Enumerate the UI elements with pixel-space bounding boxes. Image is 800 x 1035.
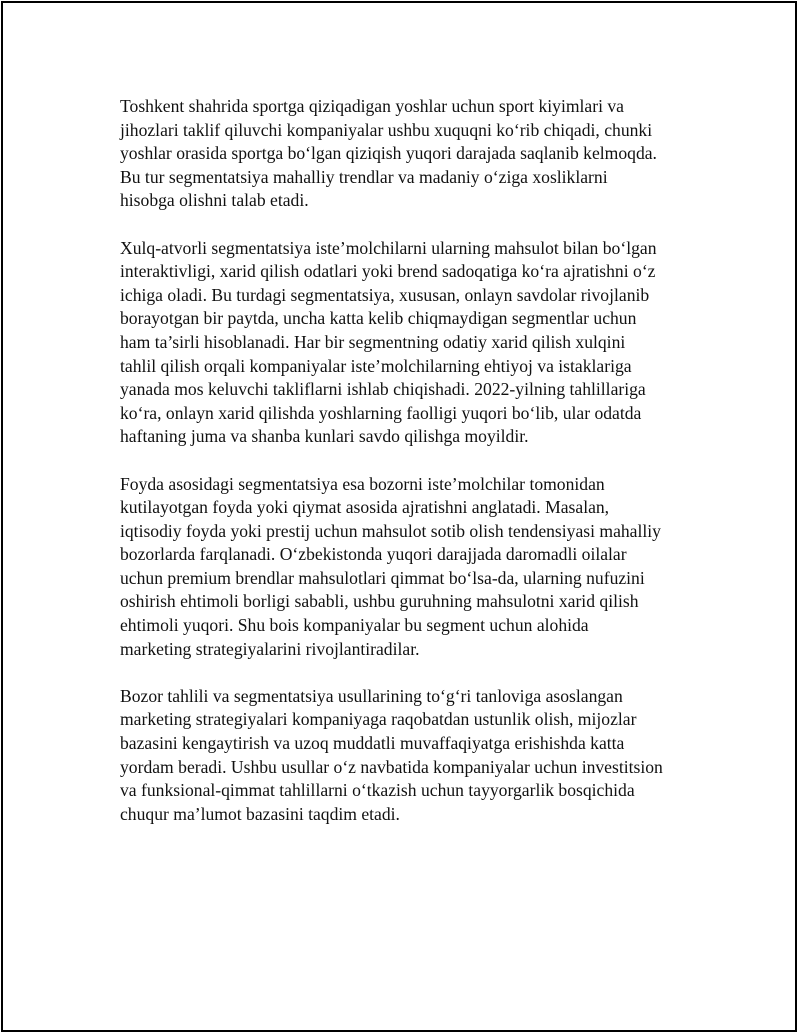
text-line: haftaning juma va shanba kunlari savdo qilishga moyildir.	[120, 426, 529, 447]
paragraph-2	[120, 237, 695, 449]
text-line: Bozor tahlili va segmentatsiya usullarining to‘g‘ri tanloviga asoslangan	[120, 685, 623, 706]
text-line: Xulq-atvorli segmentatsiya iste’molchilarni ularning mahsulot bilan bo‘lgan	[120, 237, 657, 258]
text-line: kutilayotgan foyda yoki qiymat asosida ajratishni anglatadi. Masalan,	[120, 497, 610, 518]
text-line: ham ta’sirli hisoblanadi. Har bir segmentning odatiy xarid qilish xulqini	[120, 331, 626, 352]
text-line: yoshlar orasida sportga bo‘lgan qiziqish yuqori darajada saqlanib kelmoqda.	[120, 143, 657, 164]
text-line: marketing strategiyalari kompaniyaga raqobatdan ustunlik olish, mijozlar	[120, 709, 637, 730]
text-line: jihozlari taklif qiluvchi kompaniyalar ushbu xuquqni ko‘rib chiqadi, chunki	[120, 119, 653, 140]
paragraph-3	[120, 473, 695, 662]
document-page	[1, 1, 797, 1032]
text-line: chuqur ma’lumot bazasini taqdim etadi.	[120, 803, 400, 824]
text-line: Foyda asosidagi segmentatsiya esa bozorni iste’molchilar tomonidan	[120, 473, 605, 494]
text-line: borayotgan bir paytda, uncha katta kelib chiqmaydigan segmentlar uchun	[120, 308, 637, 329]
text-line: bozorlarda farqlanadi. O‘zbekistonda yuqori darajjada daromadli oilalar	[120, 544, 627, 565]
text-line: uchun premium brendlar mahsulotlari qimmat bo‘lsa-da, ularning nufuzini	[120, 567, 645, 588]
document-body	[120, 95, 695, 850]
text-line: marketing strategiyalarini rivojlantiradilar.	[120, 638, 420, 659]
text-line: hisobga olishni talab etadi.	[120, 190, 309, 211]
text-line: ko‘ra, onlayn xarid qilishda yoshlarning faolligi yuqori bo‘lib, ular odatda	[120, 402, 642, 423]
text-line: Bu tur segmentatsiya mahalliy trendlar va madaniy o‘ziga xosliklarni	[120, 166, 608, 187]
text-line: oshirish ehtimoli borligi sababli, ushbu guruhning mahsulotni xarid qilish	[120, 591, 639, 612]
paragraph-1	[120, 95, 695, 213]
text-line: yordam beradi. Ushbu usullar o‘z navbatida kompaniyalar uchun investitsion	[120, 756, 663, 777]
text-line: Toshkent shahrida sportga qiziqadigan yoshlar uchun sport kiyimlari va	[120, 96, 624, 116]
text-line: va funksional-qimmat tahlillarni o‘tkazish uchun tayyorgarlik bosqichida	[120, 780, 635, 801]
paragraph-4	[120, 685, 695, 827]
text-line: ehtimoli yuqori. Shu bois kompaniyalar bu segment uchun alohida	[120, 615, 589, 636]
text-line: interaktivligi, xarid qilish odatlari yoki brend sadoqatiga ko‘ra ajratishni o‘z	[120, 261, 656, 282]
text-line: tahlil qilish orqali kompaniyalar iste’molchilarning ehtiyoj va istaklariga	[120, 355, 632, 376]
text-line: iqtisodiy foyda yoki prestij uchun mahsulot sotib olish tendensiyasi mahalliy	[120, 520, 661, 541]
text-line: ichiga oladi. Bu turdagi segmentatsiya, xususan, onlayn savdolar rivojlanib	[120, 284, 650, 305]
text-line: yanada mos keluvchi takliflarni ishlab chiqishadi. 2022-yilning tahlillariga	[120, 379, 646, 400]
text-line: bazasini kengaytirish va uzoq muddatli muvaffaqiyatga erishishda katta	[120, 733, 625, 754]
